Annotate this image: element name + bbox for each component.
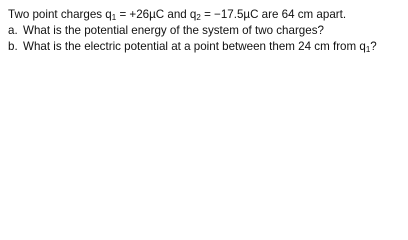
charge-subscript-2: 2 (196, 13, 201, 22)
problem-text-block (8, 7, 406, 55)
intro-text-part2: = +26µC and q (116, 8, 197, 21)
intro-text-part1: Two point charges q (8, 8, 112, 21)
question-a (8, 23, 406, 39)
question-b-marker: b. (8, 40, 18, 53)
question-b-text-part2: ? (370, 40, 377, 53)
problem-intro (8, 7, 406, 23)
intro-text-part3: = −17.5µC are 64 cm apart. (200, 8, 347, 21)
question-b-body (23, 39, 377, 55)
question-a-marker: a. (8, 24, 18, 37)
question-b (8, 39, 406, 55)
charge-subscript-1: 1 (111, 13, 117, 22)
question-b-text-part1: What is the electric potential at a point between them 24 cm from q (23, 40, 366, 53)
question-b-subscript: 1 (365, 45, 371, 54)
question-a-text: What is the potential energy of the system of two charges? (23, 24, 324, 37)
